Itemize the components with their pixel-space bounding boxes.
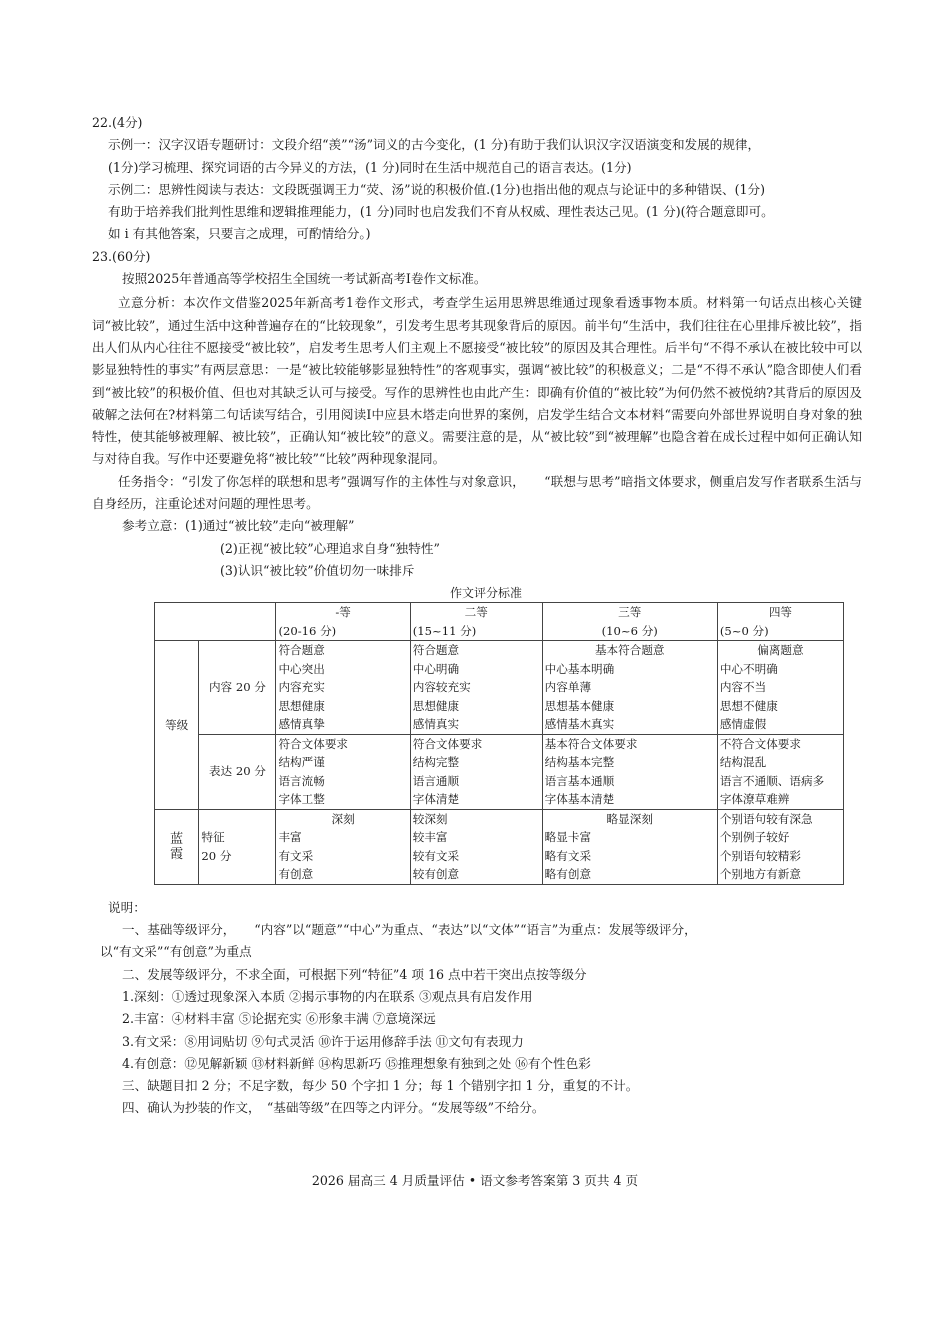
note-6: 4.有创意：⑫见解新颖 ⑬材料新鲜 ⑭构思新巧 ⑮推理想象有独到之处 ⑯有个性色彩 (122, 1055, 591, 1071)
note-2: 二、发展等级评分，不求全面，可根据下列“特征”4 项 16 点中若干突出点按等级分 (122, 966, 587, 982)
feature-grade2: 较深刻 较丰富 较有文采 较有创意 (410, 809, 542, 884)
q22-example1-line2: (1分)学习梳理、探究词语的古今异义的方法，(1 分)同时在生活中规范自己的语言表达。(1分) (108, 159, 632, 175)
notes-title: 说明： (108, 899, 146, 915)
grade2-header: 二等 (15~11 分) (410, 603, 542, 641)
rubric-header-row (155, 603, 844, 641)
note-1-line2: 以“有文采”“有创意”为重点 (100, 944, 252, 960)
q23-standard: 按照2025年普通高等学校招生全国统一考试新高考Ⅰ卷作文标准。 (122, 271, 487, 287)
q23-task: 任务指令：“引发了你怎样的联想和思考”强调写作的主体性与对象意识， “联想与思考”暗指文体要求，侧重启发写作者联系生活与自身经历，注重论述对问题的理性思考。 (92, 473, 862, 512)
grade3-header: 三等 (10~6 分) (542, 603, 717, 641)
q23-header: 23.(60分) (92, 248, 151, 264)
note-5: 3.有文采：⑧用词贴切 ⑨句式灵活 ⑩许于运用修辞手法 ⑪文句有表现力 (122, 1033, 524, 1049)
page-footer: 2026 届高三 4 月质量评估 • 语文参考答案第 3 页共 4 页 (311, 1173, 639, 1188)
rubric-content-row (155, 641, 844, 735)
grade1-header: -等 (20-16 分) (276, 603, 410, 641)
feature-grade3: 略显深刻 略显卡富 略有文采 略有创意 (542, 809, 717, 884)
expression-grade1: 符合文体要求 结构严谨 语言流畅 字体工整 (276, 734, 410, 809)
q22-example2-line3: 如 i 有其他答案，只要言之成理，可酌情给分。) (108, 226, 371, 242)
note-3: 1.深刻：①透过现象深入本质 ②揭示事物的内在联系 ③观点具有启发作用 (122, 988, 533, 1004)
note-4: 2.丰富：④材料丰富 ⑤论据充实 ⑥形象丰满 ⑦意境深远 (122, 1011, 436, 1027)
feature-label: 特征 20 分 (199, 809, 276, 884)
q23-ideas-1: 参考立意：(1)通过“被比较”走向“被理解” (122, 518, 355, 534)
feature-grade1: 深刻 丰富 有文采 有创意 (276, 809, 410, 884)
note-7: 三、缺题目扣 2 分；不足字数，每少 50 个字扣 1 分；每 1 个错别字扣 1 分，重复的不计。 (122, 1078, 639, 1094)
q22-header: 22.(4分) (92, 115, 143, 130)
q22-example2-line2: 有助于培养我们批判性思维和逻辑推理能力，(1 分)同时也启发我们不育从权威、理性表达己见。(1 分)(符合题意即可。 (108, 204, 774, 220)
expression-grade3: 基本符合文体要求 结构基本完整 语言基本通顺 字体基本清楚 (542, 734, 717, 809)
note-8: 四、确认为抄装的作文， “基础等级”在四等之内评分。“发展等级”不给分。 (122, 1100, 545, 1116)
rubric-expression-row (155, 734, 844, 809)
feature-grade4: 个别语句较有深急 个别例子较好 个别语句较精彩 个别地方有新意 (717, 809, 843, 884)
development-grade-label: 蓝 霞 (155, 809, 199, 884)
expression-label: 表达 20 分 (199, 734, 276, 809)
content-grade2: 符合题意 中心明确 内容较充实 思想健康 感情真实 (410, 641, 542, 735)
q22-example2-line1: 示例二：思辨性阅读与表达：文段既强调王力“荧、汤”说的积极价值.(1分)也指出他的观点与论证中的多种错误、(1分) (108, 181, 766, 197)
rubric-development-row (155, 809, 844, 884)
content-grade3: 基本符合题意 中心基本明确 内容单薄 思想基本健康 感情基木真实 (542, 641, 717, 735)
q23-ideas-2: (2)正视“被比较”心理追求自身“独特性” (220, 540, 440, 556)
scoring-notes (92, 897, 862, 1120)
basic-grade-label: 等级 (155, 641, 199, 810)
note-1-line1: 一、基础等级评分， “内容”以“题意”“中心”为重点、“表达”以“文体”“语言”为重点：发展等级评分， (122, 922, 697, 938)
rubric-corner-cell (155, 603, 276, 641)
grade4-header: 四等 (5~0 分) (717, 603, 843, 641)
q22-example1-line1: 示例一：汉字汉语专题研讨：文段介绍“羡”“汤”词义的古今变化，(1 分)有助于我们认识汉字汉语演变和发展的规律， (108, 137, 761, 153)
content-grade1: 符合题意 中心突出 内容充实 思想健康 感情真挚 (276, 641, 410, 735)
q23-analysis: 立意分析：本次作文借鉴2025年新高考1卷作文形式，考查学生运用思辨思维通过现象看透事物本质。材料第一句话点出核心关键词“被比较”，通过生活中这种普遍存在的“比较现象”，引发考生思考其现象背后的原因。前半句“生活中，我们往往在心里排斥被比较”，指出人们从内心往往不愿接受“被比较”，启发考生思考人们主观上不愿接受“被比较”的原因及其合理性。后半句“不得不承认在被比较中可以影显独特性的事实”有两层意思：一是“被比较能够影显独特性”的客观事实，强调“被比较”的积极意义；二是“不得不承认”隐含即使人们看到“被比较”的积极价值、但也对其缺乏认可与接受。写作的思辨性也由此产生：即确有价值的“被比较”为何仍然不被悦纳?其背后的原因及破解之法何在?材料第二句话读写结合，引用阅读Ⅰ中应县木塔走向世界的案例，启发学生结合文本材料“需要向外部世界说明自身对象的独特性，使其能够被理解、被比较”，正确认知“被比较”的意义。需要注意的是，从“被比较”到“被理解”也隐含着在成长过程中如何正确认知与对待自我。写作中还要避免将“被比较”“比较”两种现象混同。 (92, 295, 862, 467)
rubric-title: 作文评分标准 (449, 586, 522, 601)
content-grade4: 偏离题意 中心不明确 内容不当 思想不健康 感情虚假 (717, 641, 843, 735)
expression-grade4: 不符合文体要求 结构混乱 语言不通顺、语病多 字体潦草难辨 (717, 734, 843, 809)
content-label: 内容 20 分 (199, 641, 276, 735)
answer-page (92, 112, 862, 1120)
rubric-table (154, 602, 844, 885)
expression-grade2: 符合文体要求 结构完整 语言通顺 字体清楚 (410, 734, 542, 809)
q23-ideas-3: (3)认识“被比较”价值切勿一味排斥 (220, 562, 415, 578)
